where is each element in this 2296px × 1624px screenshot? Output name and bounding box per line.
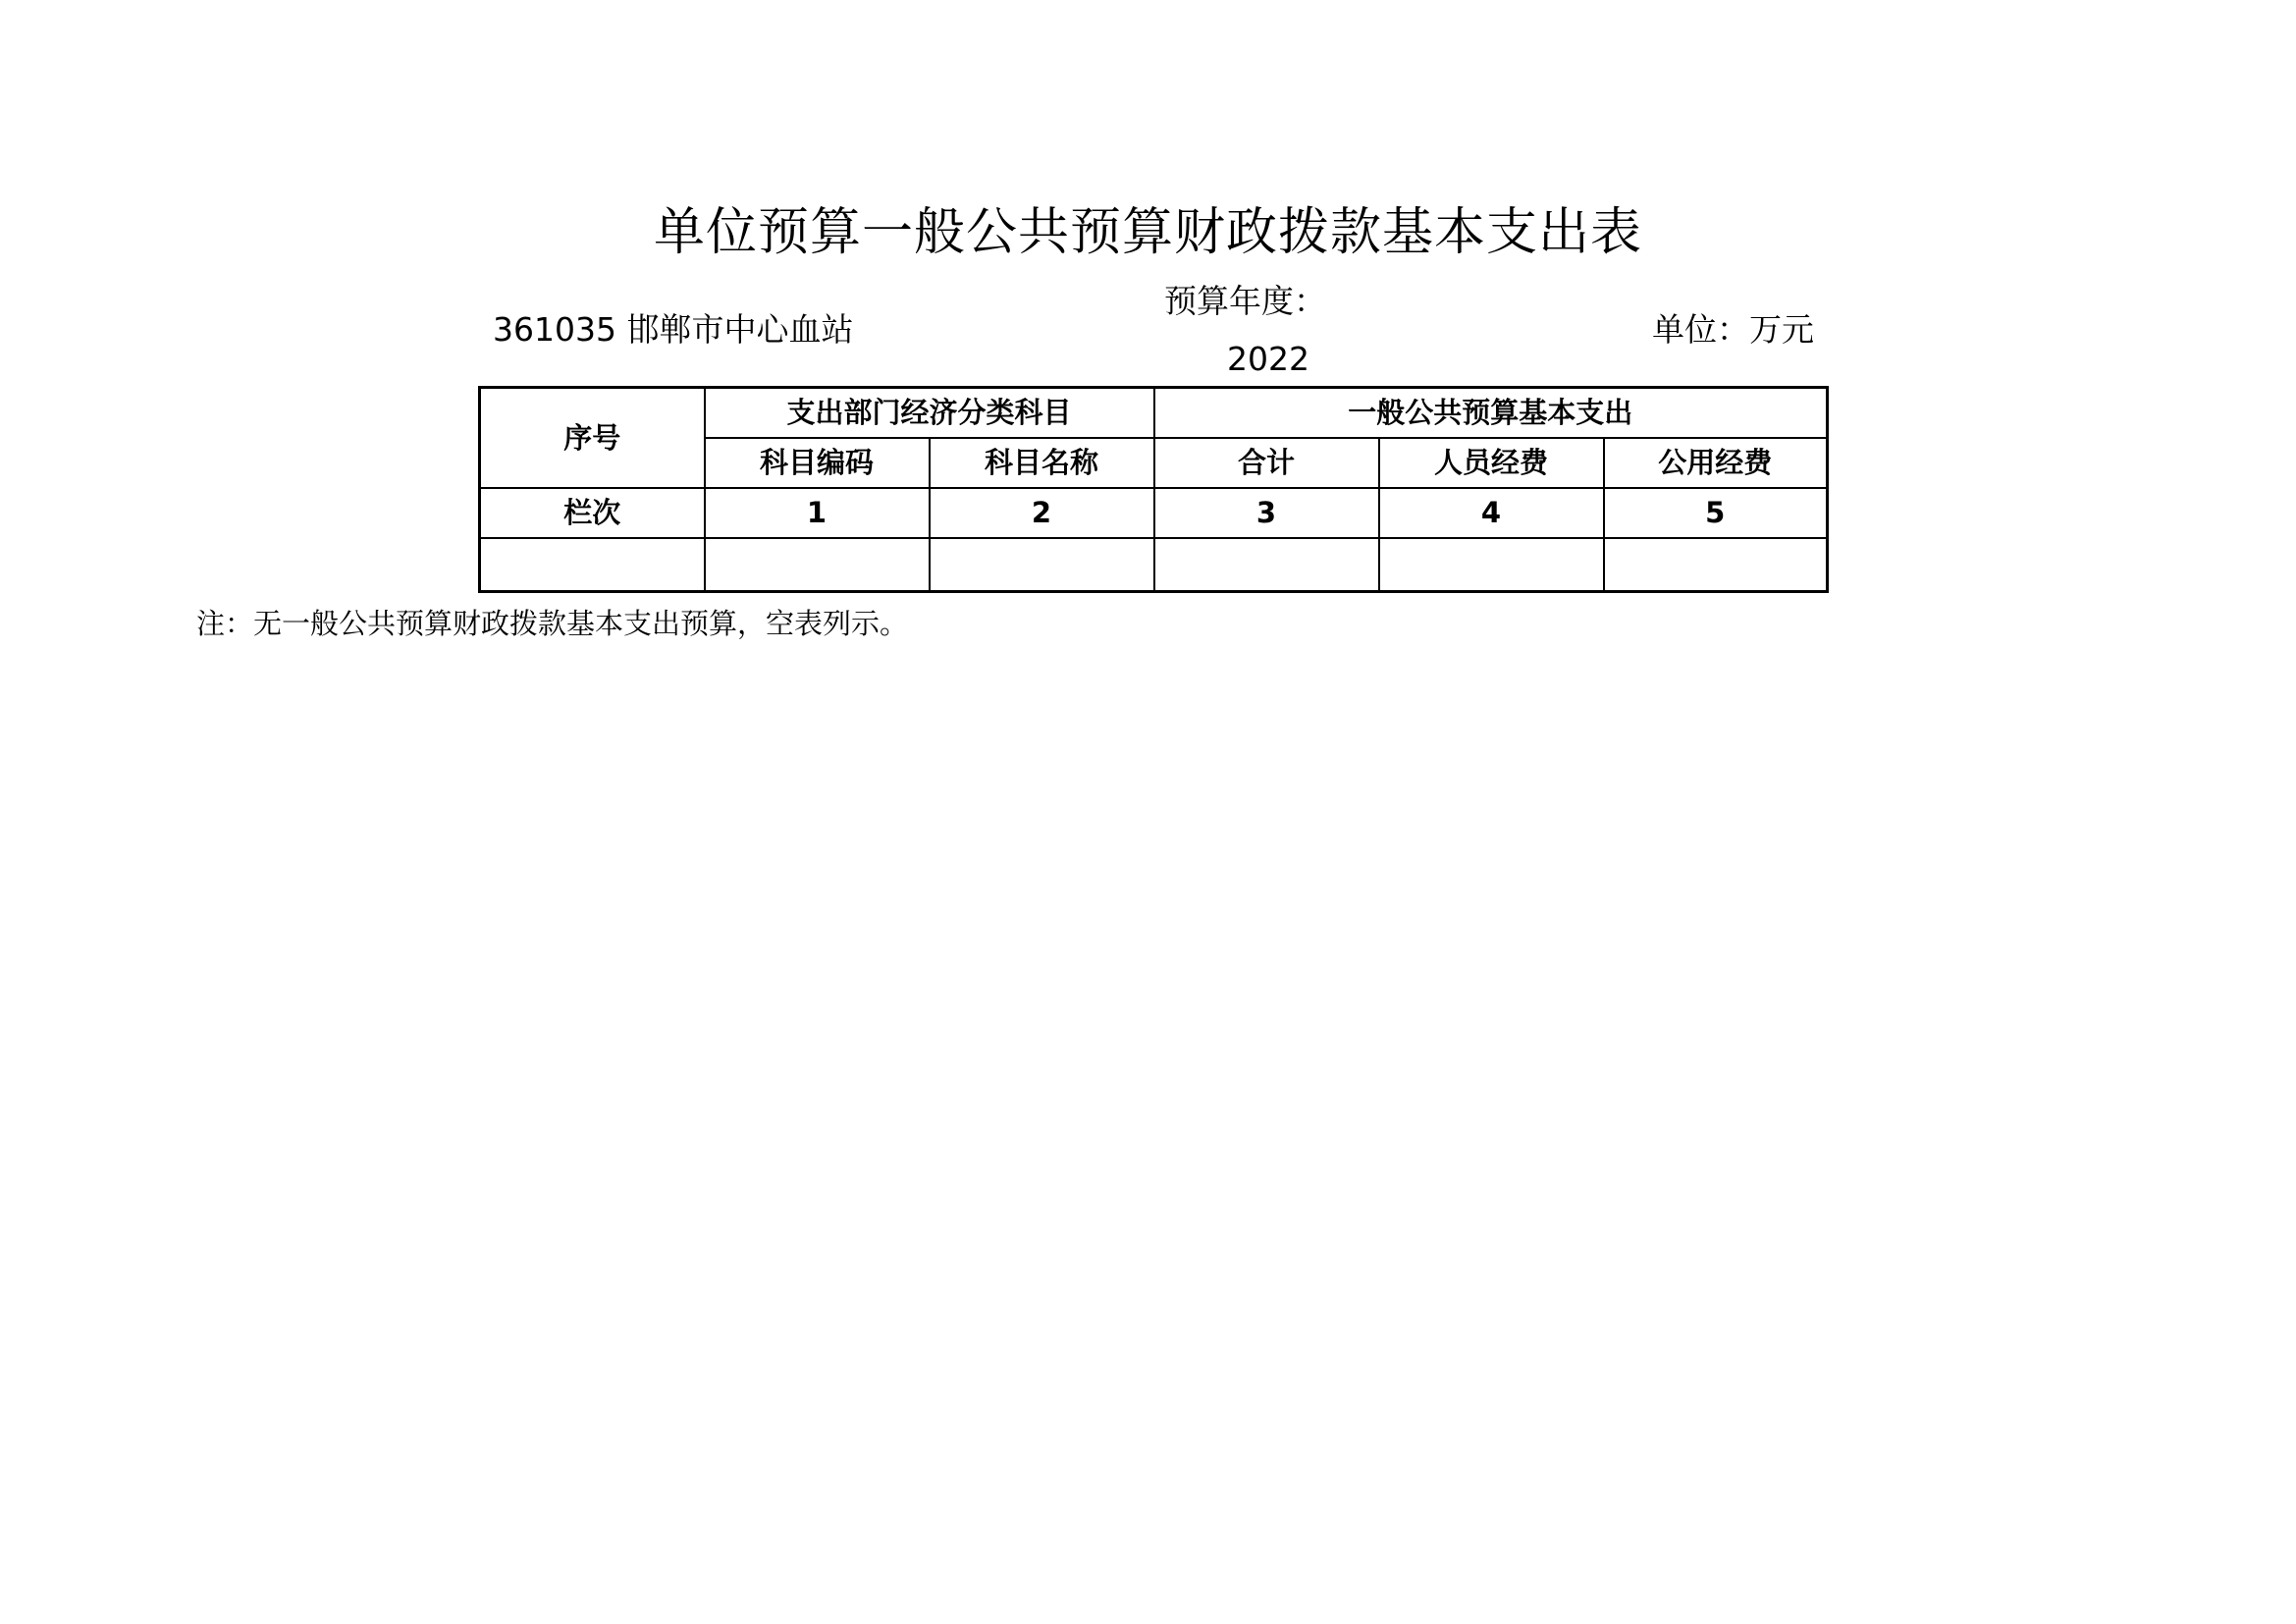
table-cell	[480, 538, 705, 592]
table-cell	[705, 538, 930, 592]
table-cell	[930, 538, 1154, 592]
index-cell: 4	[1379, 488, 1604, 538]
header-econ-group: 支出部门经济分类科目	[705, 388, 1154, 439]
index-cell: 3	[1154, 488, 1379, 538]
table-cell	[1604, 538, 1828, 592]
index-cell: 5	[1604, 488, 1828, 538]
table-row	[480, 538, 1828, 592]
table-header-row-1	[480, 388, 1828, 439]
index-label: 栏次	[480, 488, 705, 538]
header-seq: 序号	[480, 388, 705, 489]
page-title: 单位预算一般公共预算财政拨款基本支出表	[653, 203, 1642, 262]
money-unit-label: 单位：万元	[1652, 310, 1814, 349]
footnote: 注：无一般公共预算财政拨款基本支出预算，空表列示。	[196, 607, 909, 640]
budget-year-label: 预算年度：	[1164, 282, 1326, 320]
budget-table	[478, 386, 1829, 593]
header-total: 合计	[1154, 438, 1379, 488]
table-cell	[1154, 538, 1379, 592]
index-cell: 1	[705, 488, 930, 538]
header-basic-group: 一般公共预算基本支出	[1154, 388, 1828, 439]
unit-name: 361035 邯郸市中心血站	[493, 310, 854, 349]
header-public: 公用经费	[1604, 438, 1828, 488]
index-cell: 2	[930, 488, 1154, 538]
table-cell	[1379, 538, 1604, 592]
table-index-row	[480, 488, 1828, 538]
header-name: 科目名称	[930, 438, 1154, 488]
header-personnel: 人员经费	[1379, 438, 1604, 488]
header-code: 科目编码	[705, 438, 930, 488]
budget-year-value: 2022	[1227, 340, 1309, 378]
